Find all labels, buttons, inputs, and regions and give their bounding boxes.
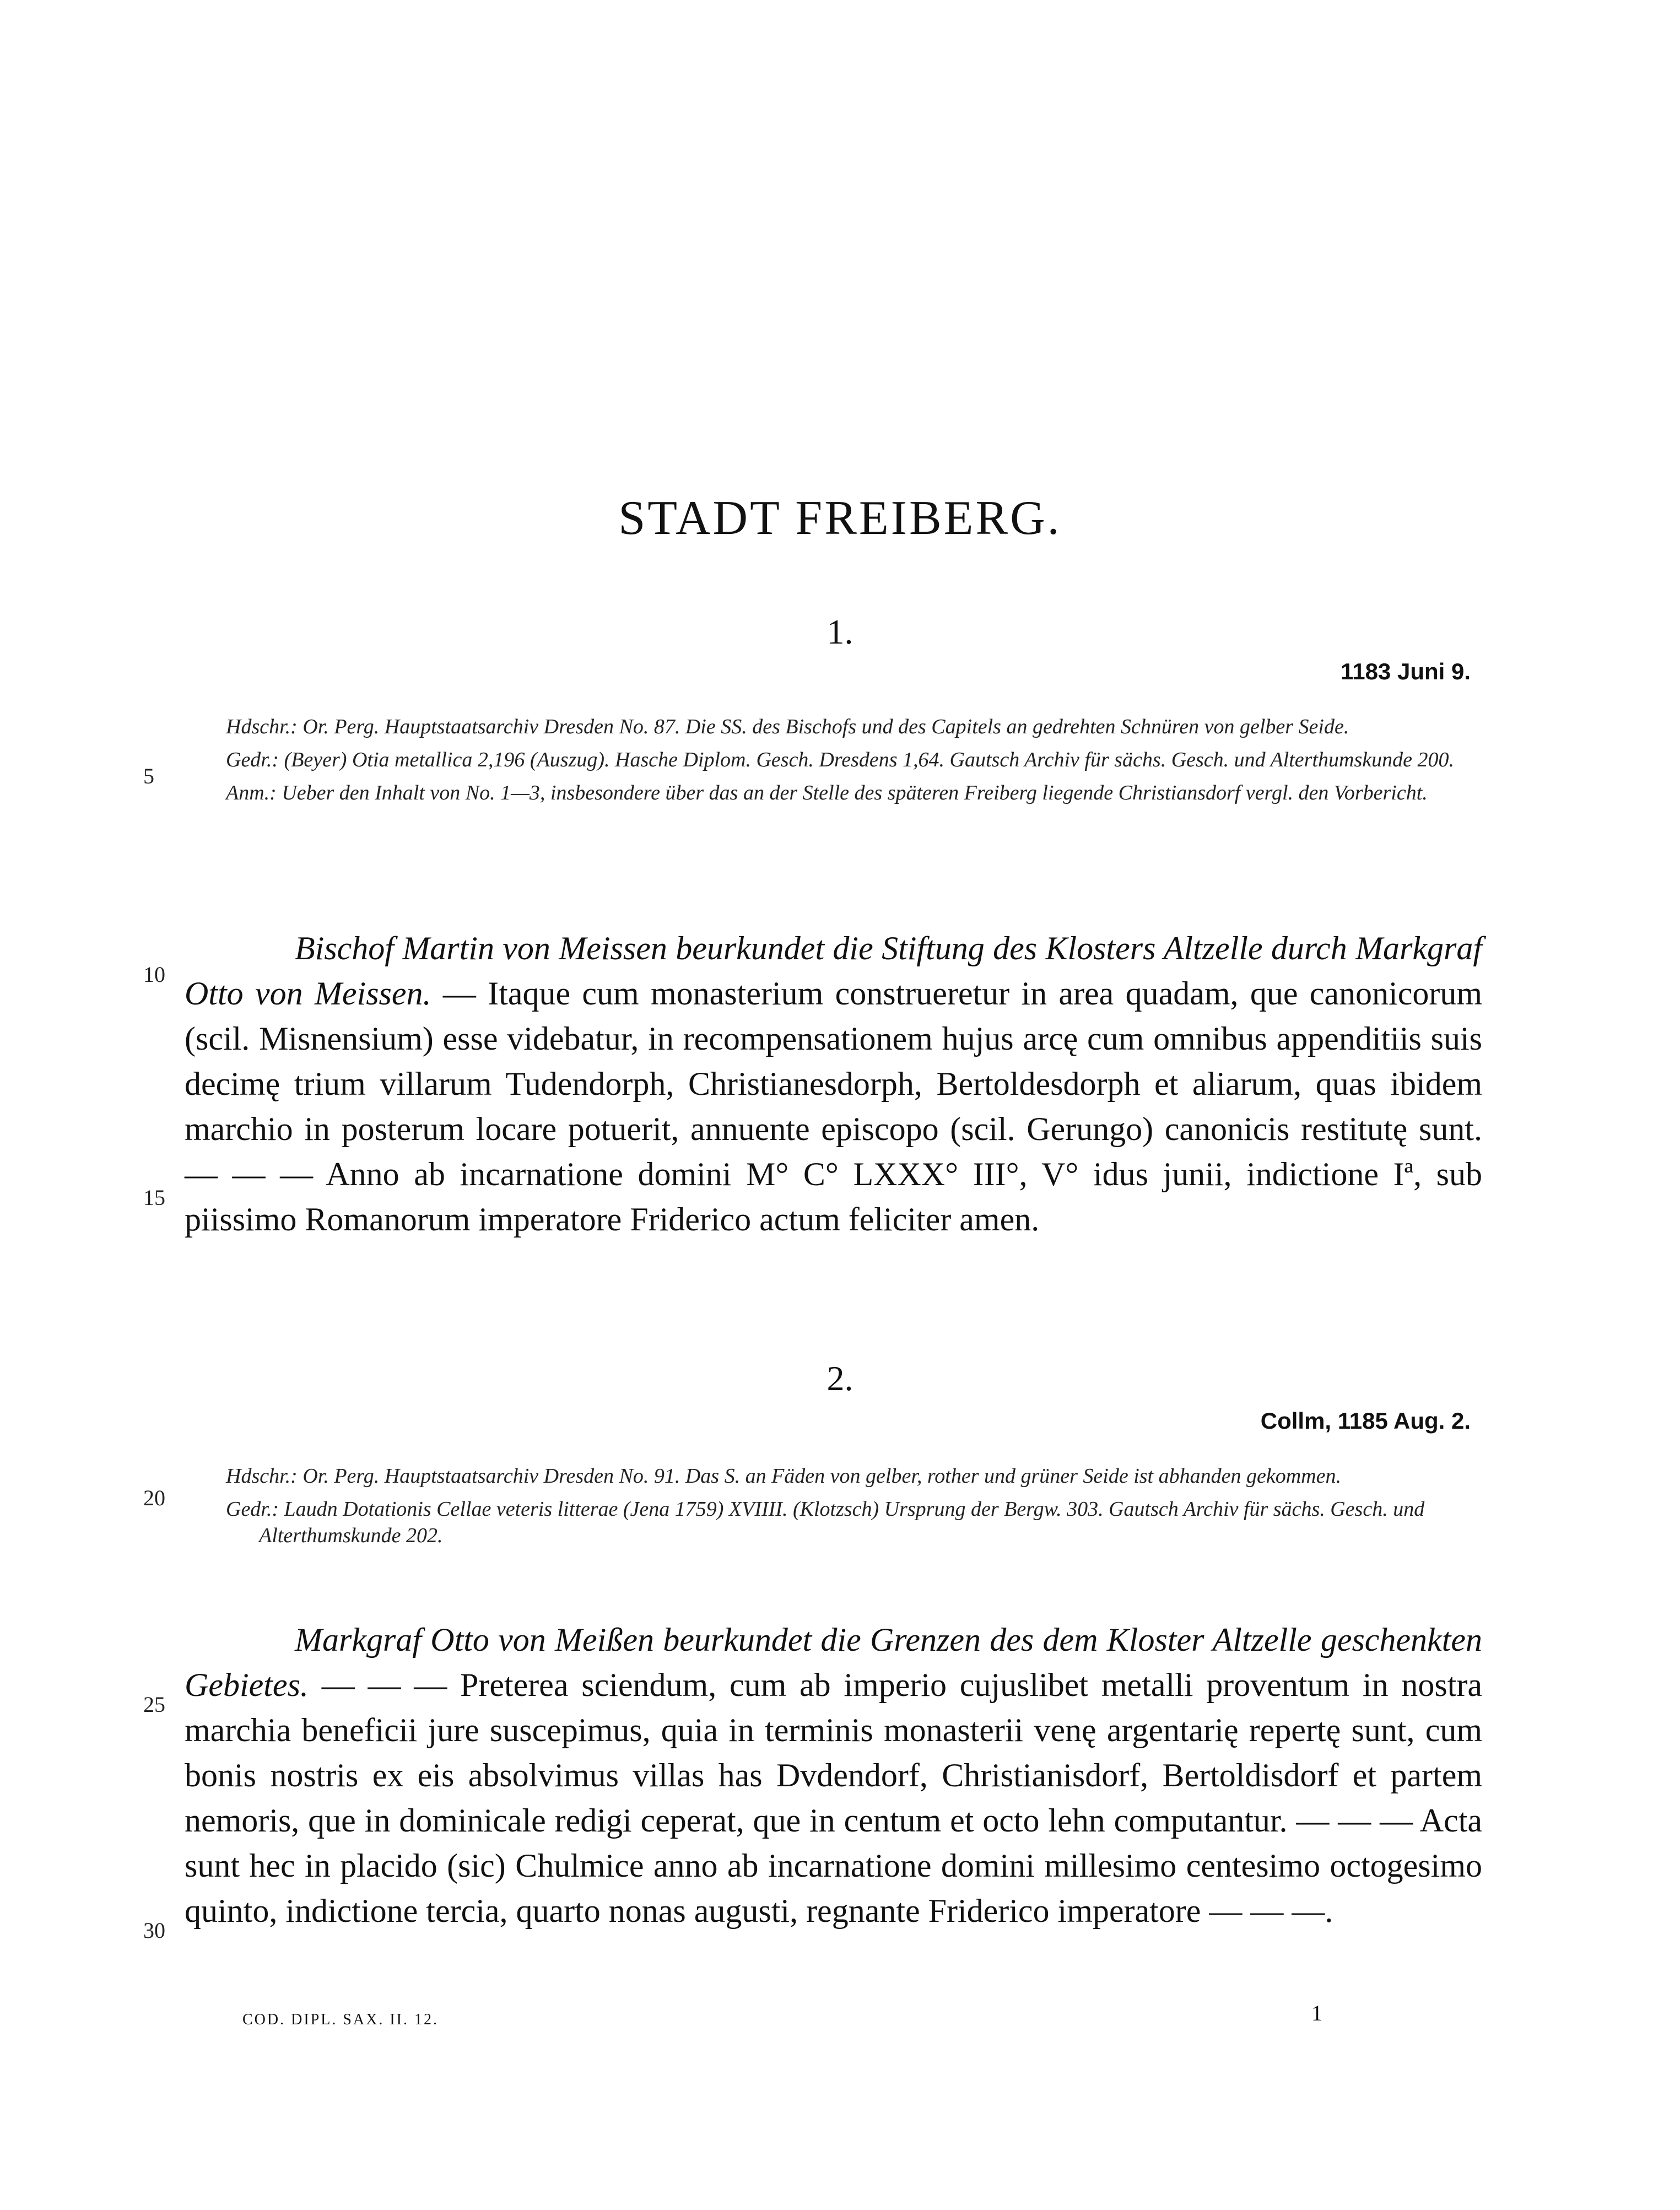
- document-2-text: — — — Preterea sciendum, cum ab imperio cujuslibet metalli proventum in nostra marchia beneficii jure suscepimus, quia in terminis monasterii venę argentarię repertę sunt, cum bonis nostris ex eis absolvimus villas has Dvdendorf, Christianisdorf, Bertoldisdorf et partem nemoris, que in dominicale redigi ceperat, que in centum et octo lehn computantur. — — — Acta sunt hec in placido (sic) Chulmice anno ab incarnatione domini millesimo centesimo octogesimo quinto, indictione tercia, quarto nonas augusti, regnante Friderico imperatore — — —.: [185, 1667, 1482, 1929]
- line-number: 25: [143, 1692, 165, 1717]
- document-2-note-printed: Gedr.: Laudn Dotationis Cellae veteris litterae (Jena 1759) XVIIII. (Klotzsch) Ursprung der Bergw. 303. Gautsch Archiv für sächs. Gesch. und Alterthumskunde 202.: [226, 1498, 1425, 1547]
- document-1-body: [185, 926, 1482, 1242]
- document-2-date: Collm, 1185 Aug. 2.: [1260, 1408, 1471, 1434]
- page-number: 1: [1311, 2001, 1322, 2025]
- document-1-note-remark: Anm.: Ueber den Inhalt von No. 1—3, insbesondere über das an der Stelle des späteren Freiberg liegende Christiansdorf vergl. den Vorbericht.: [226, 781, 1428, 804]
- page-title: STADT FREIBERG.: [618, 491, 1062, 545]
- line-number: 15: [143, 1185, 165, 1210]
- document-2-summary: Markgraf Otto von Meißen beurkundet die Grenzen des dem Kloster Altzelle geschenkten Gebietes.: [185, 1622, 1482, 1703]
- document-2-body: [185, 1617, 1482, 1933]
- footer-signature: COD. DIPL. SAX. II. 12.: [242, 2011, 439, 2028]
- document-2-notes: [226, 1463, 1482, 1549]
- document-1-note-manuscript: Hdschr.: Or. Perg. Hauptstaatsarchiv Dresden No. 87. Die SS. des Bischofs und des Capitels an gedrehten Schnüren von gelber Seide.: [226, 715, 1349, 738]
- document-1-number: 1.: [827, 612, 853, 651]
- document-1-date: 1183 Juni 9.: [1341, 658, 1471, 684]
- line-number: 5: [143, 764, 154, 788]
- document-1-notes: [226, 714, 1482, 806]
- document-1-text: — Itaque cum monasterium construeretur in area quadam, que canonicorum (scil. Misnensium) esse videbatur, in recompensationem hujus arcę cum omnibus appenditiis suis decimę trium villarum Tudendorph, Christianesdorph, Bertoldesdorph et aliarum, quas ibidem marchio in posterum locare potuerit, annuente episcopo (scil. Gerungo) canonicis restitutę sunt. — — — Anno ab incarnatione domini M° C° LXXX° III°, V° idus junii, indictione Iª, sub piissimo Romanorum imperatore Friderico actum feliciter amen.: [185, 975, 1482, 1238]
- line-number: 10: [143, 962, 165, 987]
- line-number: 20: [143, 1485, 165, 1510]
- document-2-note-manuscript: Hdschr.: Or. Perg. Hauptstaatsarchiv Dresden No. 91. Das S. an Fäden von gelber, rother und grüner Seide ist abhanden gekommen.: [226, 1465, 1341, 1488]
- document-2-number: 2.: [827, 1359, 853, 1398]
- line-number: 30: [143, 1918, 165, 1943]
- document-1-note-printed: Gedr.: (Beyer) Otia metallica 2,196 (Auszug). Hasche Diplom. Gesch. Dresdens 1,64. Gautsch Archiv für sächs. Gesch. und Alterthumskunde 200.: [226, 748, 1454, 771]
- document-1-summary: Bischof Martin von Meissen beurkundet die Stiftung des Klosters Altzelle durch Markgraf Otto von Meissen.: [185, 930, 1482, 1012]
